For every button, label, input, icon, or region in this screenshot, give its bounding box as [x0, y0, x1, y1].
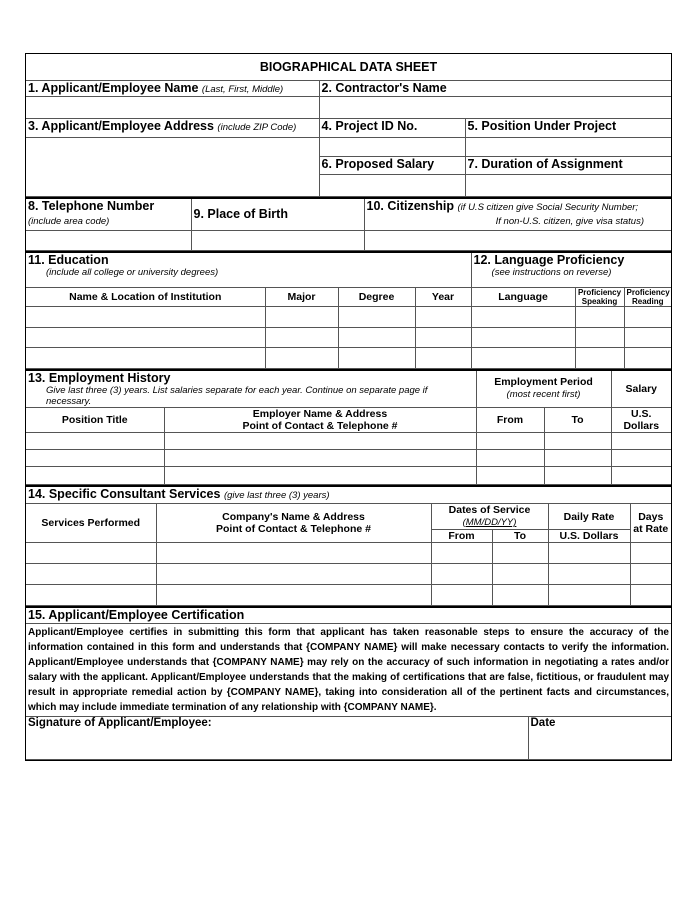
education-label: 11. Education (include all college or university degrees): [26, 252, 471, 287]
col-usd: U.S. Dollars: [548, 530, 630, 543]
address-label: 3. Applicant/Employee Address (include ZIP Code): [26, 118, 319, 137]
col-daily-rate: Daily Rate: [548, 504, 630, 530]
signature-field[interactable]: [26, 716, 528, 759]
telephone-field[interactable]: [26, 231, 191, 251]
biographical-data-form: [25, 53, 672, 761]
col-dates: Dates of Service (MM/DD/YY): [431, 504, 548, 530]
salary-col-label: Salary: [611, 370, 671, 408]
salary-field[interactable]: [319, 174, 465, 196]
date-field[interactable]: [528, 716, 671, 759]
section-education: [26, 251, 671, 369]
date-label: Date: [530, 716, 556, 729]
citizenship-label: 10. Citizenship (if U.S citizen give Social Security Number; If non-U.S. citizen, give visa status): [364, 198, 671, 231]
table-row: [26, 432, 671, 449]
address-field[interactable]: [26, 137, 319, 196]
applicant-name-label: 1. Applicant/Employee Name (Last, First, Middle): [26, 80, 319, 96]
col-from: From: [476, 407, 544, 432]
section-contact: [26, 197, 671, 252]
project-id-label: 4. Project ID No.: [319, 118, 465, 137]
col-major: Major: [265, 287, 338, 306]
contractor-name-field[interactable]: [319, 96, 671, 118]
project-id-field[interactable]: [319, 137, 465, 156]
table-row: [26, 466, 671, 484]
col-to: To: [492, 530, 548, 543]
citizenship-field[interactable]: [364, 231, 671, 251]
table-row: [26, 347, 671, 368]
section-consultant: [26, 485, 671, 607]
salary-label: 6. Proposed Salary: [319, 156, 465, 174]
consultant-label: 14. Specific Consultant Services (give last three (3) years): [26, 486, 671, 504]
col-speaking: Proficiency Speaking: [575, 287, 624, 306]
col-institution: Name & Location of Institution: [26, 287, 265, 306]
contractor-name-label: 2. Contractor's Name: [319, 80, 671, 96]
duration-field[interactable]: [465, 174, 671, 196]
col-to: To: [544, 407, 611, 432]
position-label: 5. Position Under Project: [465, 118, 671, 137]
position-field[interactable]: [465, 137, 671, 156]
birthplace-field[interactable]: [191, 231, 364, 251]
table-row: [26, 564, 671, 585]
table-row: [26, 449, 671, 466]
col-usd: U.S. Dollars: [611, 407, 671, 432]
duration-label: 7. Duration of Assignment: [465, 156, 671, 174]
col-degree: Degree: [338, 287, 415, 306]
certification-label: 15. Applicant/Employee Certification: [26, 607, 671, 623]
col-services: Services Performed: [26, 504, 156, 543]
certification-text: Applicant/Employee certifies in submitting this form that applicant has taken reasonable steps to ensure the accuracy of the information contained in this form and understands that {COMPANY NAME} will make necessary contacts to verify the information. Applicant/Employee understands that {COMPANY NAME} may rely on the accuracy of such information in negotiating a rates and/or salary with the applicant. Applicant/Employee understands that the making of certifications that are false, fictitious, or fraudulent may result in appropriate remedial action by {COMPANY NAME}, taking into consideration all of the pertinent facts and circumstances, which may include immediate termination of any relationship with {COMPANY NAME}.: [26, 623, 671, 716]
col-company: Company's Name & Address Point of Contact & Telephone #: [156, 504, 431, 543]
section-certification: [26, 606, 671, 760]
col-employer: Employer Name & Address Point of Contact & Telephone #: [164, 407, 476, 432]
table-row: [26, 306, 671, 327]
section-personal: [26, 54, 671, 197]
table-row: [26, 585, 671, 606]
col-reading: Proficiency Reading: [624, 287, 671, 306]
applicant-name-field[interactable]: [26, 96, 319, 118]
col-language: Language: [471, 287, 575, 306]
table-row: [26, 543, 671, 564]
employment-label: 13. Employment History Give last three (3) years. List salaries separate for each year. Continue on separate page if necessary.: [26, 370, 476, 408]
employment-period-label: Employment Period (most recent first): [476, 370, 611, 408]
section-employment: [26, 369, 671, 485]
language-label: 12. Language Proficiency (see instructions on reverse): [471, 252, 671, 287]
col-position-title: Position Title: [26, 407, 164, 432]
col-year: Year: [415, 287, 471, 306]
col-from: From: [431, 530, 492, 543]
table-row: [26, 327, 671, 347]
form-title: BIOGRAPHICAL DATA SHEET: [26, 54, 671, 80]
col-days: Days at Rate: [630, 504, 671, 543]
signature-label: Signature of Applicant/Employee:: [28, 716, 212, 729]
telephone-label: 8. Telephone Number (include area code): [26, 198, 191, 231]
birthplace-label: 9. Place of Birth: [191, 198, 364, 231]
